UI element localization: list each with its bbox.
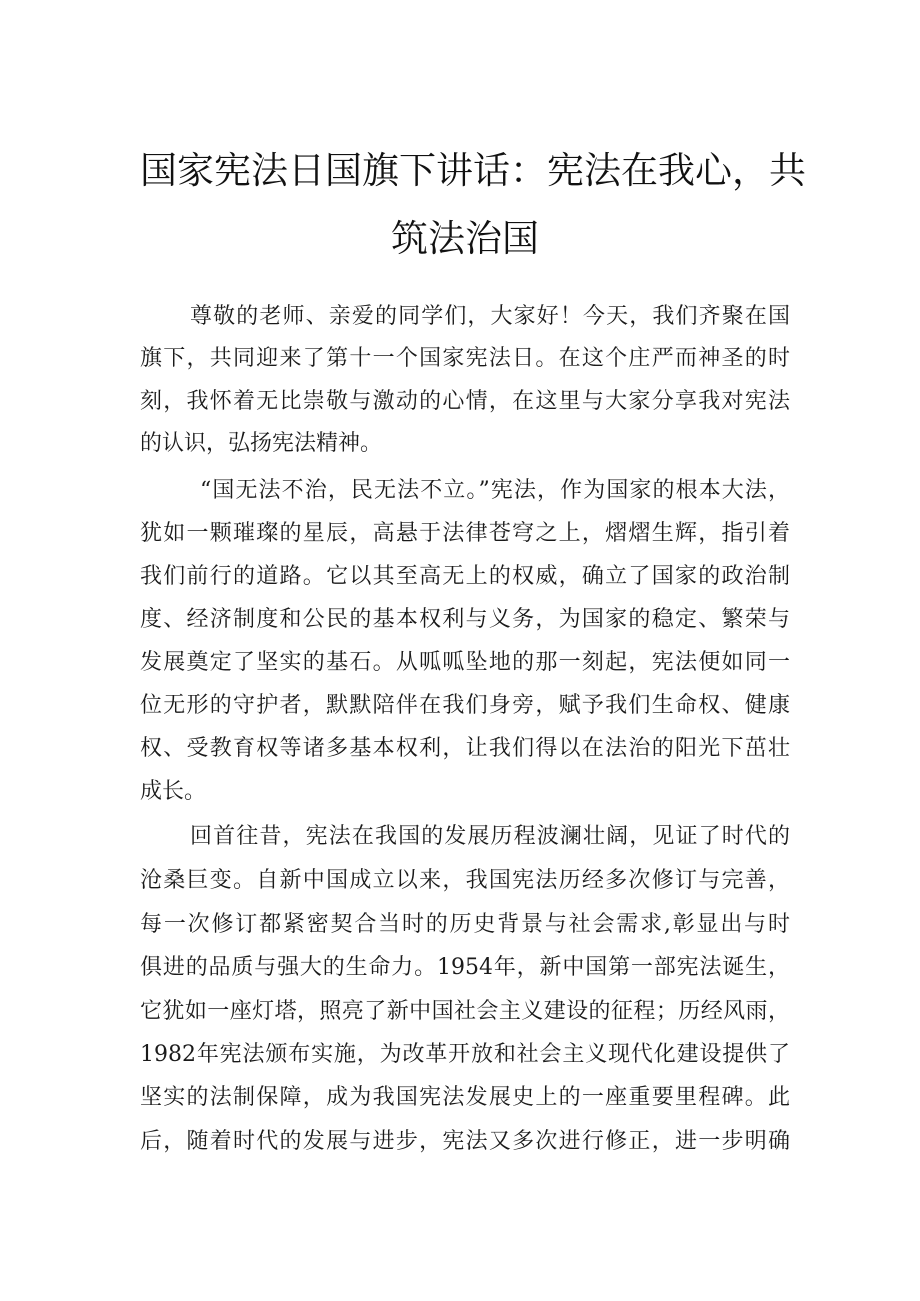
- paragraph-2-line-4: 度、经济制度和公民的基本权利与义务，为国家的稳定、繁荣与: [140, 607, 790, 632]
- document-title-line-1: 国家宪法日国旗下讲话：宪法在我心，共: [140, 149, 806, 192]
- paragraph-2-line-1: “国无法不治，民无法不立。”宪法，作为国家的根本大法，: [200, 478, 790, 503]
- paragraph-3-line-3: 每一次修订都紧密契合当时的历史背景与社会需求,彰显出与时: [140, 912, 790, 937]
- paragraph-1-line-2: 旗下，共同迎来了第十一个国家宪法日。在这个庄严而神圣的时: [140, 346, 790, 371]
- paragraph-2-line-5: 发展奠定了坚实的基石。从呱呱坠地的那一刻起，宪法便如同一: [140, 650, 790, 675]
- paragraph-3-line-6: 1982年宪法颁布实施，为改革开放和社会主义现代化建设提供了: [140, 1042, 790, 1067]
- document-title-line-2: 筑法治国: [391, 217, 539, 260]
- paragraph-2-line-7: 权、受教育权等诸多基本权利，让我们得以在法治的阳光下茁壮: [140, 736, 790, 761]
- paragraph-2-line-3: 我们前行的道路。它以其至高无上的权威，确立了国家的政治制: [140, 564, 790, 589]
- paragraph-3-line-4: 俱进的品质与强大的生命力。1954年，新中国第一部宪法诞生，: [140, 955, 790, 980]
- paragraph-3-line-1: 回首往昔，宪法在我国的发展历程波澜壮阔，见证了时代的: [190, 824, 790, 849]
- paragraph-2-line-2: 犹如一颗璀璨的星辰，高悬于法律苍穹之上，熠熠生辉，指引着: [140, 521, 790, 546]
- paragraph-3-line-8: 后，随着时代的发展与进步，宪法又多次进行修正，进一步明确: [140, 1129, 790, 1154]
- paragraph-1-line-3: 刻，我怀着无比崇敬与激动的心情，在这里与大家分享我对宪法: [140, 389, 790, 414]
- paragraph-2-line-6: 位无形的守护者，默默陪伴在我们身旁，赋予我们生命权、健康: [140, 693, 790, 718]
- paragraph-1-line-1: 尊敬的老师、亲爱的同学们，大家好！今天，我们齐聚在国: [190, 304, 790, 329]
- paragraph-3-line-7: 坚实的法制保障，成为我国宪法发展史上的一座重要里程碑。此: [140, 1085, 790, 1110]
- paragraph-3-line-5: 它犹如一座灯塔，照亮了新中国社会主义建设的征程；历经风雨，: [140, 999, 790, 1024]
- paragraph-2-line-8: 成长。: [140, 779, 207, 804]
- paragraph-1-line-4: 的认识，弘扬宪法精神。: [140, 431, 383, 456]
- paragraph-3-line-2: 沧桑巨变。自新中国成立以来，我国宪法历经多次修订与完善，: [140, 868, 790, 893]
